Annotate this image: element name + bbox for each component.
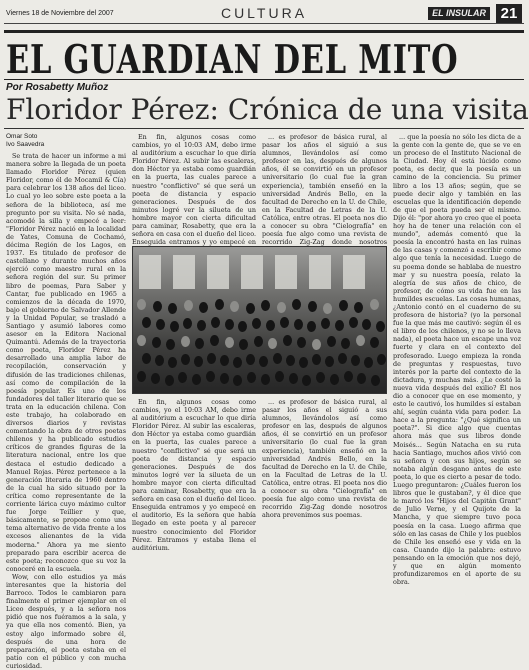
masthead-title: EL GUARDIAN DEL MITO xyxy=(6,37,459,83)
audience-member xyxy=(137,371,146,382)
article-column-3 xyxy=(262,133,387,247)
audience-member xyxy=(194,356,203,367)
audience-member xyxy=(181,336,190,347)
audience-member xyxy=(210,335,219,346)
audience-member xyxy=(206,371,215,382)
audience-member xyxy=(197,320,206,331)
audience-member xyxy=(364,357,373,368)
audience-member xyxy=(273,353,282,364)
audience-member xyxy=(351,355,360,366)
audience-member xyxy=(339,300,348,311)
audience-member xyxy=(370,299,379,310)
audience-member xyxy=(294,319,303,330)
audience-member xyxy=(225,319,234,330)
page-number: 21 xyxy=(496,4,522,23)
article-paragraph: ... que la poesía no sólo les dicta de a la gente con la gente de, que se ve en un proceso de el Instituto Nacional de la Ciudad. Hoy él está lúcido como poeta, es decir, que la poesía es un camino de la conciencia. Su primer libro a los 13 años; según, que se puede decir algo y también en las escuelas que la identificación depende de que el poeta pueda ser el mismo. Dijo él: "por ahora yo creo que el poeta hoy ha de tener una relación con el mundo", además comentó que la poesía la encontró hasta en las ruinas de las casas y comenzó a escribir como algo que tenía la necesidad. Luego de su poema donde se hablaba de nuestro mar y su nuestra poesía, relato la alegría de sus años de chico, de profesor, de cómo su vida fue en las humildes escuelas. Las cosas humanas, ¿Antonio contó en el cuaderno de su profesora de historia? (yo la personal fue la que más me cautivó: según él es el libro de los chilenos, y no se lo lleva nada), el poeta hace un escape una voz fuerte y clara en el contexto del profesorado. Luego empieza la ronda de preguntas y respuestas, tuvo interés por la parte del contexto de la dictadura, y muchas más. ¿Le costó la nueva vida después del exilio? Él nos dio a conocer que en ese momento, y esto le cautivó, los humildes sí estaban ahí, según cuánta vida para poder. La hace a la pregunta: "¿Qué significa un poeta?". Si dice algo que cuentas ahora más que sus libros donde Moisés... Según Natacha en su ruta hacia Santiago, muchos años vivió con su señora y con sus hijos, según se notaba algún desgano antes de este poeta, lo que es cierto a pesar de todo. Luego preguntaron: ¿Cuáles fueron los libros que le gustaban?, y él dice que le marcó los "Hijos del Capitán Grant" de Julio Verne, y el Quijote de la Mancha, y que siempre tuvo poca poesía en la casa. Luego afirma que sólo en las casas de Chile y los pueblos de Chile les enseñó ese y vida en la casa. Cuando dijo la palabra: estuvo pensando en la emoción que nos dejó, y que en algún momento profundizaremos en el aporte de su obra. xyxy=(393,133,521,587)
article-paragraph: En fin, algunos cosas como cambios, yo el 10:03 AM, debo irme al auditórium a escuchar lo que diría Floridor Pérez. Al subir las escaleras, don Héctor ya estaba como guardián en la puerta, las cuales parece a nuestro "conflictivo" sé que será un poeta de distancia y espacio generaciones. Después de dos minutos logré ver la silueta de un hombre mayor con cierta dificultad para caminar, Rosabetty, que era la señora en casa con el dueño del liceo. Enseguida entramos y yo empecé en el auditorio, Es la señora que había llegado en este poeta y al parecer nuestro conocimiento del Floridor Pérez. Entramos y estaba llena el auditórium. xyxy=(132,398,256,552)
masthead xyxy=(4,30,524,83)
window xyxy=(309,255,331,289)
headline: Floridor Pérez: Crónica de una visita xyxy=(6,93,529,126)
audience-member xyxy=(178,372,187,383)
audience-member xyxy=(247,372,256,383)
audience-member xyxy=(151,373,160,384)
audience-member xyxy=(170,321,179,332)
audience-member xyxy=(153,301,162,312)
article-column-3-lower xyxy=(262,398,387,594)
audience-member xyxy=(266,320,275,331)
audience-member xyxy=(183,318,192,329)
audience-member xyxy=(349,317,358,328)
audience-member xyxy=(341,338,350,349)
author-name: Omar Soto xyxy=(6,133,38,140)
audience-member xyxy=(238,321,247,332)
audience-member xyxy=(142,353,151,364)
audience-member xyxy=(289,373,298,384)
audience-member xyxy=(233,357,242,368)
article-paragraph: En fin, algunos cosas como cambios, yo el 10:03 AM, debo irme al auditórium a escuchar lo que diría Floridor Pérez. Al subir las escaleras, don Héctor ya estaba como guardián en la puerta, las cuales parece a nuestro "conflictivo" sé que será un poeta de distancia y espacio generaciones. Después de dos minutos logré ver la silueta de un hombre mayor con cierta dificultad para caminar, Rosabetty, que era la señora en casa con el dueño del liceo. Enseguida entramos y yo empecé en xyxy=(132,133,256,247)
audience-member xyxy=(152,337,161,348)
window xyxy=(343,255,365,289)
article-paragraph: Se trata de hacer un informe a mi manera sobre la llegada de un poeta llamado Floridor Pérez (quien Floridor, como él de Mocamil & Cía) para celebrar los 138 años del liceo. Lo cual yo leo sobre este poeta a la señora de la biblioteca, así me pregunto por su visita. No sé nada, acomodé la silla y empecé a leer: "Floridor Pérez nació en la localidad de Yates, Comuna de Cochamó, décima Región de los Lagos, en 1937. Es titulado de profesor de castellano y durante muchos años ejerció como maestro rural en la señora región del sur. Su primer libro de poemas, Para Saber y Cantar, fue publicado en 1965 a comienzos de la década de 1970, bajo el gobierno de Salvador Allende y la Unidad Popular, se trasladó a Santiago y asumió labores como asesor en la Editora Nacional Quimantú. Además de la trayectoria como poeta, Floridor Pérez ha desarrollado una amplia labor de recopilación, conservación y difusión de las tradiciones chilenas, así como de compilación de la poesía popular. Es uno de los fundadores del taller literario que se trata en la educación chilena. Con este trabajo, ha colaborado en diversos diarios y revistas comentando la obra de otros poetas chilenos y ha publicado estudios críticos de grandes figuras de la literatura nacional, entre los que destaca el estudio dedicado a Manuel Rojas. Pérez pertenece a la generación literaria de 1960 dentro de la cual ha sido situado por la crítica como representante de la corriente lárica cuyo máximo cultor fue Jorge Teillier y que, básicamente, se propone como una tema alternativo de vida frente a los excesos alienantes de la vida moderna." Ahora ya me siento preparado para escribir acerca de este poeta; reconozco que su voz la conoceré en la escuela. xyxy=(6,152,126,573)
audience-member xyxy=(195,338,204,349)
audience-member xyxy=(137,335,146,346)
article-paragraph: Wow, con ello estudios ya más interesantes que la historia del Barroco. Todos le cambiaron para finalmente el primer ejemplar en el Liceo después, y a la señora nos pidió que nos fuéramos a la sala, y ya que ella nos comentó. Bien, ya estoy algo informado sobre él, después de una hora de preparación, el poeta estaba en el patio con el público y con mucha curiosidad. xyxy=(6,572,126,670)
audience-member xyxy=(371,375,380,386)
audience-member xyxy=(312,354,321,365)
audience-member xyxy=(233,375,242,386)
audience-member xyxy=(286,355,295,366)
audience-member xyxy=(338,353,347,364)
article-paragraph: ... es profesor de básica rural, al pasar los años el siguió a sus alumnos, llevándolos así como profesor en las, después de algunos años, él se convirtió en un profesor universitario (lo cual fue la gran experiencia), también enseñó en la universidad Andrés Bello, en la facultad de Derecho en la U. de Chile, en la Facultad de Letras de la U. Católica, entre otras. El poeta nos dio a conocer su obra "Cielografía" en poesía fue algo como una revista de recorrido Zig-Zag donde nosotros xyxy=(262,133,387,247)
audience-member xyxy=(277,302,286,313)
audience-member xyxy=(357,373,366,384)
audience-member xyxy=(307,321,316,332)
divider xyxy=(4,128,524,129)
audience-member xyxy=(199,302,208,313)
window xyxy=(275,255,297,289)
audience-member xyxy=(280,317,289,328)
audience-member xyxy=(168,303,177,314)
article-column-2-lower xyxy=(132,398,256,594)
audience-member xyxy=(362,319,371,330)
audience-member xyxy=(377,354,386,365)
audience-member xyxy=(220,355,229,366)
audience-member xyxy=(230,301,239,312)
audience-member xyxy=(308,301,317,312)
audience-member xyxy=(356,335,365,346)
audience-member xyxy=(354,302,363,313)
audience-member xyxy=(323,303,332,314)
audience-member xyxy=(327,336,336,347)
audience-member xyxy=(316,372,325,383)
audience-member xyxy=(246,354,255,365)
author-name: Ivo Saavedra xyxy=(6,141,45,148)
article-column-1 xyxy=(6,152,126,670)
audience-member xyxy=(220,373,229,384)
audience-member xyxy=(142,317,151,328)
audience-member xyxy=(376,321,385,332)
audience-member xyxy=(168,357,177,368)
audience-member xyxy=(184,300,193,311)
audience-member xyxy=(292,299,301,310)
audience-member xyxy=(207,353,216,364)
window xyxy=(173,255,195,289)
audience-member xyxy=(215,299,224,310)
audience-member xyxy=(166,339,175,350)
audience-member xyxy=(268,338,277,349)
audience-member xyxy=(321,318,330,329)
audience-member xyxy=(252,318,261,329)
audience-member xyxy=(261,300,270,311)
byline: Por Rosabetty Muñoz xyxy=(6,82,109,93)
audience-member xyxy=(261,374,270,385)
audience-member xyxy=(325,356,334,367)
audience-member xyxy=(165,375,174,386)
authors xyxy=(6,133,44,149)
audience-member xyxy=(259,356,268,367)
audience-member xyxy=(283,335,292,346)
audience-member xyxy=(155,355,164,366)
article-paragraph: ... es profesor de básica rural, al pasar los años el siguió a sus alumnos, llevándolos así como profesor en las, después de algunos años, él se convirtió en un profesor universitario (lo cual fue la gran experiencia), también enseñó en la universidad Andrés Bello, en la facultad de Derecho en la U. de Chile, en la Facultad de Letras de la U. Católica, entre otras. El poeta nos dio a conocer su obra "Cielografía" en poesía fue algo como una revista de recorrido Zig-Zag donde nosotros ahora prevenimos sus poemas. xyxy=(262,398,387,520)
audience-member xyxy=(344,371,353,382)
audience-member xyxy=(239,339,248,350)
issue-date: Viernes 18 de Noviembre del 2007 xyxy=(6,10,114,17)
audience-photo xyxy=(132,246,387,394)
newspaper-logo: EL INSULAR xyxy=(428,7,490,20)
page-header xyxy=(4,4,524,24)
audience-member xyxy=(335,320,344,331)
audience-member xyxy=(312,339,321,350)
audience-member xyxy=(254,336,263,347)
audience-member xyxy=(246,303,255,314)
audience-member xyxy=(192,374,201,385)
window xyxy=(207,255,229,289)
audience-member xyxy=(330,374,339,385)
audience-member xyxy=(137,299,146,310)
section-name: CULTURA xyxy=(220,5,308,21)
article-column-4 xyxy=(393,133,521,594)
audience-member xyxy=(370,337,379,348)
window xyxy=(241,255,263,289)
audience-member xyxy=(297,337,306,348)
article-column-2 xyxy=(132,133,256,247)
audience-member xyxy=(156,319,165,330)
audience-member xyxy=(275,371,284,382)
audience-member xyxy=(181,354,190,365)
audience-member xyxy=(302,375,311,386)
audience-member xyxy=(299,357,308,368)
window xyxy=(139,255,161,289)
audience-member xyxy=(211,317,220,328)
audience-member xyxy=(225,337,234,348)
